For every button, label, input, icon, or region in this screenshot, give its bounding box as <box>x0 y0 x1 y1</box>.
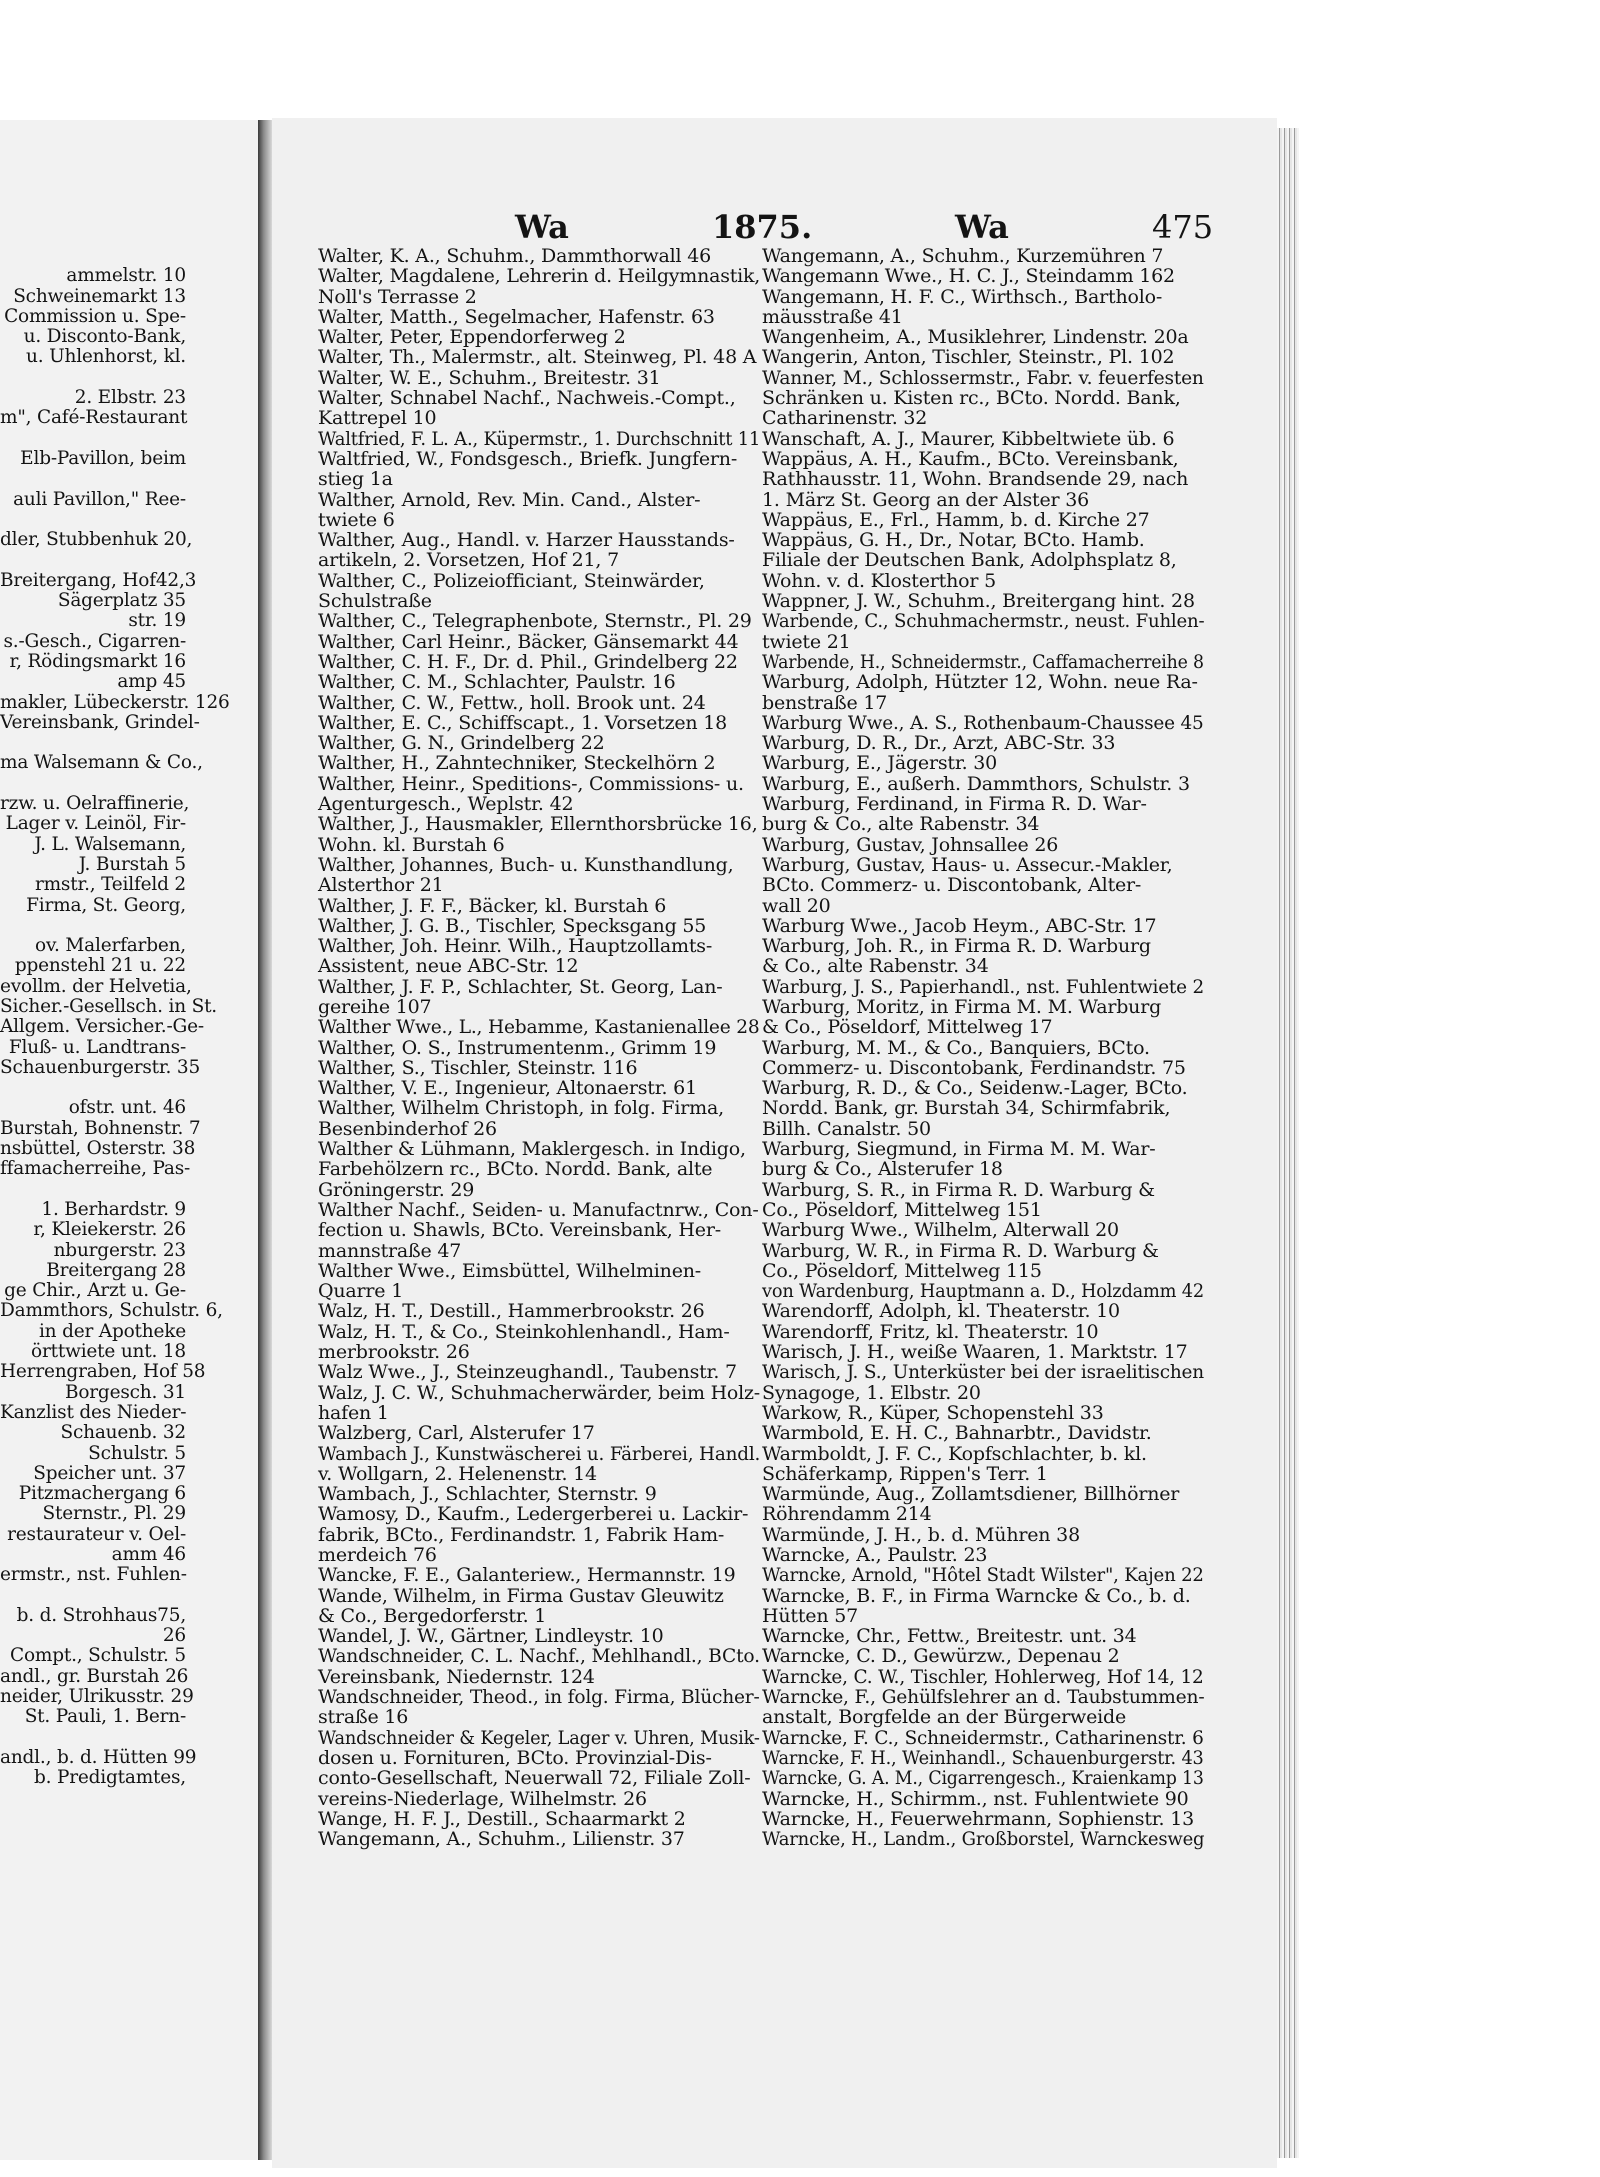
entry-line: Walter, W. E., Schuhm., Breitestr. 31 <box>318 366 661 389</box>
entry-line: Wandel, J. W., Gärtner, Lindleystr. 10 <box>318 1625 664 1648</box>
left-fragment-line: Lager v. Leinöl, Fir- <box>5 813 186 835</box>
entry-line: Rathhausstr. 11, Wohn. Brandsende 29, nach <box>762 468 1189 491</box>
left-fragment-line: Schweinemarkt 13 <box>13 285 186 307</box>
left-fragment-line: b. Predigtamtes, <box>33 1767 186 1789</box>
left-fragment-line: rzw. u. Oelraffinerie, <box>0 793 190 815</box>
entry-line: Wappäus, E., Frl., Hamm, b. d. Kirche 27 <box>762 508 1150 531</box>
left-fragment-line: in der Apotheke <box>38 1320 186 1342</box>
entry-line: Warburg, E., Jägerstr. 30 <box>762 752 998 775</box>
entry-line: twiete 21 <box>762 630 851 653</box>
left-fragment-line <box>0 469 190 489</box>
left-fragment-line <box>0 774 190 794</box>
entry-line: merdeich 76 <box>318 1544 437 1566</box>
entry-line: Warncke, F., Gehülfslehrer an d. Taubstummen- <box>762 1686 1205 1709</box>
entry-line: Walzberg, Carl, Alsterufer 17 <box>318 1422 595 1445</box>
entry-line: mäusstraße 41 <box>762 305 903 328</box>
entry-line: Walther & Lühmann, Maklergesch. in Indigo, <box>318 1138 746 1161</box>
entry-line: Warmünde, Aug., Zollamtsdiener, Billhörner <box>762 1483 1180 1506</box>
entry-line: Walther, C. M., Schlachter, Paulstr. 16 <box>318 671 676 694</box>
entry-line: Warmbold, E. H. C., Bahnarbtr., Davidstr. <box>762 1422 1152 1445</box>
entry-line: Warncke, H., Landm., Großborstel, Warnckesweg <box>762 1828 1205 1851</box>
entry-line: Wangerin, Anton, Tischler, Steinstr., Pl. 102 <box>762 346 1175 369</box>
entry-line: Warncke, H., Feuerwehrmann, Sophienstr. 13 <box>762 1807 1195 1830</box>
entry-line: Filiale der Deutschen Bank, Adolphsplatz 8, <box>762 549 1177 572</box>
entry-line: twiete 6 <box>318 508 395 531</box>
left-fragment-line <box>0 916 190 936</box>
left-fragment-line: evollm. der Helvetia, <box>0 975 192 997</box>
left-fragment-line <box>0 733 190 753</box>
entry-line: Röhrendamm 214 <box>762 1503 932 1526</box>
left-fragment-line: ge Chir., Arzt u. Ge- <box>4 1280 186 1302</box>
entry-line: Warburg, W. R., in Firma R. D. Warburg & <box>762 1239 1159 1262</box>
entry-line: Walther, C. W., Fettw., holl. Brook unt. 24 <box>318 691 706 714</box>
entry-line: Wappäus, A. H., Kaufm., BCto. Vereinsbank, <box>762 447 1179 470</box>
left-fragment-line: Compt., Schulstr. 5 <box>9 1645 186 1667</box>
left-fragment-line: Firma, St. Georg, <box>26 894 186 916</box>
entry-line: Besenbinderhof 26 <box>318 1117 497 1140</box>
left-fragment-line: Sägerplatz 35 <box>57 590 186 612</box>
left-fragment-line: Allgem. Versicher.-Ge- <box>0 1016 204 1038</box>
entry-line: Warburg, D. R., Dr., Arzt, ABC-Str. 33 <box>762 732 1116 755</box>
left-fragment-line: Herrengraben, Hof 58 <box>0 1361 206 1383</box>
entry-line: & Co., Pöseldorf, Mittelweg 17 <box>762 1016 1053 1039</box>
left-fragment-line: Burstah, Bohnenstr. 7 <box>0 1117 201 1139</box>
entry-line: Walter, Magdalene, Lehrerin d. Heilgymnastik, <box>318 265 761 288</box>
left-fragment-line: u. Disconto-Bank, <box>23 326 186 348</box>
entry-line: Walther Nachf., Seiden- u. Manufactnrw., Con- <box>318 1198 759 1221</box>
entry-line: Walther, J., Hausmakler, Ellernthorsbrücke 16, <box>318 813 758 836</box>
left-fragment-line: amp 45 <box>117 671 186 693</box>
entry-line: Synagoge, 1. Elbstr. 20 <box>762 1381 981 1404</box>
entry-line: Wambach, J., Schlachter, Sternstr. 9 <box>318 1483 657 1506</box>
left-fragment-line: str. 19 <box>128 610 186 632</box>
entry-line: Walther, Aug., Handl. v. Harzer Hausstands- <box>318 529 735 552</box>
entry-line: Walther, C., Polizeiofficiant, Steinwärder, <box>318 569 705 592</box>
left-fragment-line: makler, Lübeckerstr. 126 <box>0 691 230 713</box>
entry-line: Walther, E. C., Schiffscapt., 1. Vorsetzen 18 <box>318 711 728 734</box>
left-fragment-line <box>0 1180 190 1200</box>
page-number: 475 <box>1152 208 1214 246</box>
entry-line: Co., Pöseldorf, Mittelweg 151 <box>762 1198 1042 1221</box>
header-year: 1875. <box>712 208 813 246</box>
entry-line: Wandschneider, C. L. Nachf., Mehlhandl., BCto. <box>318 1645 760 1668</box>
entry-line: Wangemann, A., Schuhm., Kurzemühren 7 <box>762 245 1164 267</box>
left-fragment-line: Sternstr., Pl. 29 <box>42 1503 186 1525</box>
left-fragment-line: ma Walsemann & Co., <box>0 752 203 774</box>
left-fragment-line: r, Kleiekerstr. 26 <box>33 1219 186 1241</box>
left-fragment-line: Breitergang, Hof42,3 <box>0 569 197 591</box>
left-fragment-line: Dammthors, Schulstr. 6, <box>0 1300 223 1322</box>
entry-line: Warncke, B. F., in Firma Warncke & Co., b. d. <box>762 1584 1191 1607</box>
entry-line: Billh. Canalstr. 50 <box>762 1117 931 1140</box>
left-fragment-line: andl., b. d. Hütten 99 <box>0 1746 197 1768</box>
left-fragment-line <box>0 1728 190 1748</box>
left-fragment-line: Schauenburgerstr. 35 <box>0 1056 201 1078</box>
entry-line: Walther Wwe., L., Hebamme, Kastanienallee 28 <box>318 1016 760 1039</box>
entry-line: Nordd. Bank, gr. Burstah 34, Schirmfabrik, <box>762 1097 1171 1120</box>
left-fragment-line: m", Café-Restaurant <box>0 407 188 429</box>
left-fragment-line: b. d. Strohhaus75, <box>16 1604 186 1626</box>
directory-column-1 <box>318 246 760 1849</box>
entry-line: Warbende, H., Schneidermstr., Caffamacherreihe 8 <box>762 650 1204 673</box>
entry-line: Wohn. v. d. Klosterthor 5 <box>762 569 996 592</box>
left-fragment-line: 26 <box>162 1625 186 1647</box>
left-fragment-line: J. Burstah 5 <box>78 853 186 875</box>
left-fragment-line <box>0 429 190 449</box>
left-fragment-line: Commission u. Spe- <box>4 305 186 327</box>
entry-line: mannstraße 47 <box>318 1239 462 1262</box>
entry-line: Wappäus, G. H., Dr., Notar, BCto. Hamb. <box>762 529 1145 552</box>
left-fragment-line <box>0 1078 190 1098</box>
left-fragment-line <box>0 246 190 266</box>
entry-line: Warburg, R. D., & Co., Seidenw.-Lager, BCto. <box>762 1077 1188 1100</box>
entry-line: Walz, J. C. W., Schuhmacherwärder, beim Holz- <box>318 1381 760 1404</box>
entry-line: Wanschaft, A. J., Maurer, Kibbeltwiete üb. 6 <box>762 427 1175 450</box>
entry-line: Walter, K. A., Schuhm., Dammthorwall 46 <box>318 245 711 267</box>
entry-line: Wangemann, H. F. C., Wirthsch., Bartholo- <box>762 285 1163 308</box>
entry-line: Wange, H. F. J., Destill., Schaarmarkt 2 <box>318 1807 686 1830</box>
entry-line: Warburg, J. S., Papierhandl., nst. Fuhlentwiete 2 <box>762 975 1205 998</box>
entry-line: Wambach J., Kunstwäscherei u. Färberei, Handl. <box>318 1442 761 1465</box>
left-fragment-line: Kanzlist des Nieder- <box>0 1401 187 1423</box>
entry-line: Warmboldt, J. F. C., Kopfschlachter, b. kl. <box>762 1442 1147 1465</box>
entry-line: Walther, J. F. F., Bäcker, kl. Burstah 6 <box>318 894 667 917</box>
entry-line: Warkow, R., Küper, Schopenstehl 33 <box>762 1401 1104 1424</box>
entry-line: Catharinenstr. 32 <box>762 407 928 430</box>
entry-line: Warncke, Arnold, "Hôtel Stadt Wilster", Kajen 22 <box>762 1564 1204 1587</box>
left-fragment-line: Elb-Pavillon, beim <box>20 447 186 469</box>
entry-line: hafen 1 <box>318 1401 389 1424</box>
header-right-letters: Wa <box>955 208 1009 246</box>
entry-line: Walther, V. E., Ingenieur, Altonaerstr. 61 <box>318 1077 697 1100</box>
entry-line: stieg 1a <box>318 468 393 491</box>
entry-line: Wappner, J. W., Schuhm., Breitergang hint. 28 <box>762 590 1195 613</box>
entry-line: Assistent, neue ABC-Str. 12 <box>318 955 579 978</box>
entry-line: dosen u. Fornituren, BCto. Provinzial-Dis- <box>318 1746 712 1769</box>
entry-line: conto-Gesellschaft, Neuerwall 72, Filiale Zoll- <box>318 1767 751 1790</box>
left-fragment-line: rmstr., Teilfeld 2 <box>34 874 186 896</box>
entry-line: Noll's Terrasse 2 <box>318 285 477 308</box>
left-fragment-line: 2. Elbstr. 23 <box>74 387 186 409</box>
entry-line: Walter, Th., Malermstr., alt. Steinweg, Pl. 48 A <box>318 346 757 369</box>
left-fragment-line: dler, Stubbenhuk 20, <box>0 529 193 551</box>
left-fragment-line: auli Pavillon," Ree- <box>13 488 186 510</box>
entry-line: & Co., alte Rabenstr. 34 <box>762 955 989 978</box>
entry-line: Wandschneider, Theod., in folg. Firma, Blücher- <box>318 1686 760 1709</box>
left-page-fragments <box>0 246 230 1789</box>
entry-line: Warncke, C. D., Gewürzw., Depenau 2 <box>762 1645 1120 1668</box>
entry-line: Warncke, F. H., Weinhandl., Schauenburgerstr. 43 <box>762 1746 1204 1769</box>
entry-line: Walz Wwe., J., Steinzeughandl., Taubenstr. 7 <box>318 1361 737 1384</box>
entry-line: Wandschneider & Kegeler, Lager v. Uhren, Musik- <box>318 1726 760 1749</box>
left-fragment-line: nburgerstr. 23 <box>53 1239 186 1261</box>
entry-line: Schulstraße <box>318 590 432 613</box>
entry-line: straße 16 <box>318 1706 409 1729</box>
entry-line: Warburg, Siegmund, in Firma M. M. War- <box>762 1138 1156 1161</box>
entry-line: Kattrepel 10 <box>318 407 437 430</box>
entry-line: Waltfried, F. L. A., Küpermstr., 1. Durchschnitt 11 <box>318 427 761 450</box>
left-fragment-line: ffamacherreihe, Pas- <box>0 1158 191 1180</box>
left-fragment-line: Breitergang 28 <box>46 1259 186 1281</box>
entry-line: Walther Wwe., Eimsbüttel, Wilhelminen- <box>318 1259 701 1282</box>
entry-line: Warmünde, J. H., b. d. Mühren 38 <box>762 1523 1080 1546</box>
left-fragment-line: Pitzmachergang 6 <box>18 1483 186 1505</box>
left-fragment-line: amm 46 <box>111 1544 186 1565</box>
entry-line: Schäferkamp, Rippen's Terr. 1 <box>762 1462 1048 1485</box>
entry-line: fection u. Shawls, BCto. Vereinsbank, Her- <box>318 1219 721 1242</box>
entry-line: Warncke, C. W., Tischler, Hohlerweg, Hof 14, 12 <box>762 1665 1204 1688</box>
entry-line: Warncke, A., Paulstr. 23 <box>762 1544 988 1566</box>
entry-line: Walther, G. N., Grindelberg 22 <box>318 732 605 755</box>
left-fragment-line: u. Uhlenhorst, kl. <box>26 346 186 368</box>
entry-line: Farbehölzern rc., BCto. Nordd. Bank, alte <box>318 1158 713 1181</box>
entry-line: Warisch, J. S., Unterküster bei der israelitischen <box>762 1361 1204 1384</box>
entry-line: Walther, J. F. P., Schlachter, St. Georg, Lan- <box>318 975 723 998</box>
entry-line: Walter, Matth., Segelmacher, Hafenstr. 63 <box>318 305 715 328</box>
entry-line: 1. März St. Georg an der Alster 36 <box>762 488 1090 511</box>
entry-line: Walther, Wilhelm Christoph, in folg. Firma, <box>318 1097 724 1120</box>
left-fragment-line: Schauenb. 32 <box>60 1422 186 1444</box>
entry-line: Warisch, J. H., weiße Waaren, 1. Marktstr. 17 <box>762 1341 1188 1364</box>
entry-line: burg & Co., alte Rabenstr. 34 <box>762 813 1040 836</box>
entry-line: Vereinsbank, Niedernstr. 124 <box>318 1665 595 1688</box>
entry-line: Walther, O. S., Instrumentenm., Grimm 19 <box>318 1036 717 1059</box>
left-fragment-line: restaurateur v. Oel- <box>7 1523 186 1545</box>
left-fragment-line <box>0 550 190 570</box>
left-fragment-line: r, Rödingsmarkt 16 <box>9 650 186 672</box>
entry-line: Walther, Carl Heinr., Bäcker, Gänsemarkt 44 <box>318 630 739 653</box>
page-edges <box>1277 128 1299 2158</box>
entry-line: Wancke, F. E., Galanteriew., Hermannstr. 19 <box>318 1564 736 1587</box>
entry-line: Warburg, E., außerh. Dammthors, Schulstr. 3 <box>762 772 1190 795</box>
entry-line: Wangemann, A., Schuhm., Lilienstr. 37 <box>318 1828 685 1851</box>
entry-line: Walther, Arnold, Rev. Min. Cand., Alster- <box>318 488 701 511</box>
directory-column-2 <box>762 246 1204 1849</box>
entry-line: Quarre 1 <box>318 1280 404 1303</box>
entry-line: von Wardenburg, Hauptmann a. D., Holzdamm 42 <box>762 1280 1205 1303</box>
entry-line: BCto. Commerz- u. Discontobank, Alter- <box>762 874 1142 897</box>
entry-line: Warncke, H., Schirmm., nst. Fuhlentwiete 90 <box>762 1787 1189 1810</box>
entry-line: Warburg, Ferdinand, in Firma R. D. War- <box>762 793 1147 816</box>
left-fragment-line: neider, Ulrikusstr. 29 <box>0 1686 194 1708</box>
entry-line: Wanner, M., Schlossermstr., Fabr. v. feuerfesten <box>762 366 1204 389</box>
header-left-letters: Wa <box>515 208 569 246</box>
left-fragment-line: Fluß- u. Landtrans- <box>8 1036 186 1058</box>
left-fragment-line: örttwiete unt. 18 <box>31 1341 186 1363</box>
entry-line: Schränken u. Kisten rc., BCto. Nordd. Bank, <box>762 387 1181 410</box>
entry-line: Hütten 57 <box>762 1604 858 1627</box>
left-fragment-line: andl., gr. Burstah 26 <box>0 1665 189 1687</box>
left-fragment-line <box>0 1586 190 1606</box>
left-fragment-line <box>0 510 190 530</box>
entry-line: Warburg, Adolph, Hützter 12, Wohn. neue Ra- <box>762 671 1198 694</box>
entry-line: Warendorff, Fritz, kl. Theaterstr. 10 <box>762 1320 1099 1343</box>
left-fragment-line: St. Pauli, 1. Bern- <box>24 1706 186 1728</box>
left-fragment-line: 1. Berhardstr. 9 <box>41 1198 186 1220</box>
entry-line: Warbende, C., Schuhmachermstr., neust. Fuhlen- <box>762 610 1205 633</box>
entry-line: Walther, C. H. F., Dr. d. Phil., Grindelberg 22 <box>318 650 738 673</box>
entry-line: Warendorff, Adolph, kl. Theaterstr. 10 <box>762 1300 1120 1323</box>
entry-line: Alsterthor 21 <box>318 874 444 897</box>
entry-line: Warburg, Gustav, Haus- u. Assecur.-Makler, <box>762 853 1173 876</box>
entry-line: anstalt, Borgfelde an der Bürgerweide <box>762 1706 1127 1729</box>
left-fragment-line: ppenstehl 21 u. 22 <box>14 955 186 977</box>
entry-line: Waltfried, W., Fondsgesch., Briefk. Jungfern- <box>318 447 738 470</box>
entry-line: Warburg Wwe., Wilhelm, Alterwall 20 <box>762 1219 1119 1242</box>
left-fragment-line: ofstr. unt. 46 <box>68 1097 186 1119</box>
entry-line: Warncke, F. C., Schneidermstr., Catharinenstr. 6 <box>762 1726 1204 1749</box>
entry-line: Warncke, G. A. M., Cigarrengesch., Kraienkamp 13 <box>762 1767 1204 1790</box>
book-gutter <box>258 120 272 2160</box>
entry-line: artikeln, 2. Vorsetzen, Hof 21, 7 <box>318 549 619 572</box>
left-fragment-line: Borgesch. 31 <box>64 1381 186 1403</box>
entry-line: Warburg, Moritz, in Firma M. M. Warburg <box>762 995 1162 1018</box>
entry-line: burg & Co., Alsterufer 18 <box>762 1158 1003 1181</box>
entry-line: Wande, Wilhelm, in Firma Gustav Gleuwitz <box>318 1584 724 1607</box>
entry-line: Warburg, Gustav, Johnsallee 26 <box>762 833 1059 856</box>
entry-line: Commerz- u. Discontobank, Ferdinandstr. 75 <box>762 1056 1186 1079</box>
left-fragment-line: J. L. Walsemann, <box>34 833 186 855</box>
entry-line: Walter, Peter, Eppendorferweg 2 <box>318 326 626 349</box>
entry-line: benstraße 17 <box>762 691 888 714</box>
left-fragment-line: ermstr., nst. Fuhlen- <box>0 1564 187 1586</box>
entry-line: Wohn. kl. Burstah 6 <box>318 833 505 856</box>
entry-line: Walther, Joh. Heinr. Wilh., Hauptzollamts- <box>318 935 713 958</box>
entry-line: fabrik, BCto., Ferdinandstr. 1, Fabrik Ham- <box>318 1523 725 1546</box>
entry-line: Co., Pöseldorf, Mittelweg 115 <box>762 1259 1042 1282</box>
left-fragment-line: ammelstr. 10 <box>66 265 186 287</box>
entry-line: Walther, C., Telegraphenbote, Sternstr., Pl. 29 <box>318 610 752 633</box>
entry-line: gereihe 107 <box>318 995 432 1018</box>
left-fragment-line: Speicher unt. 37 <box>33 1462 186 1484</box>
left-fragment-line: Sicher.-Gesellsch. in St. <box>0 995 217 1017</box>
entry-line: Warncke, Chr., Fettw., Breitestr. unt. 34 <box>762 1625 1137 1648</box>
entry-line: merbrookstr. 26 <box>318 1341 470 1364</box>
entry-line: v. Wollgarn, 2. Helenenstr. 14 <box>318 1462 597 1485</box>
left-fragment-line: ov. Malerfarben, <box>35 935 186 957</box>
entry-line: Agenturgesch., Weplstr. 42 <box>318 793 574 816</box>
left-fragment-line <box>0 368 190 388</box>
left-fragment-line: Vereinsbank, Grindel- <box>0 711 200 733</box>
left-fragment-line: s.-Gesch., Cigarren- <box>3 630 186 652</box>
entry-line: Walther, Johannes, Buch- u. Kunsthandlung, <box>318 853 734 876</box>
left-fragment-line: nsbüttel, Osterstr. 38 <box>0 1138 196 1160</box>
entry-line: Walz, H. T., & Co., Steinkohlenhandl., Ham- <box>318 1320 730 1343</box>
entry-line: Warburg Wwe., Jacob Heym., ABC-Str. 17 <box>762 914 1157 937</box>
entry-line: Warburg, M. M., & Co., Banquiers, BCto. <box>762 1036 1150 1059</box>
entry-line: Wangenheim, A., Musiklehrer, Lindenstr. 20a <box>762 326 1189 349</box>
entry-line: Walter, Schnabel Nachf., Nachweis.-Compt., <box>318 387 736 410</box>
entry-line: Walther, J. G. B., Tischler, Specksgang 55 <box>318 914 707 937</box>
entry-line: vereins-Niederlage, Wilhelmstr. 26 <box>318 1787 647 1810</box>
entry-line: Warburg, Joh. R., in Firma R. D. Warburg <box>762 935 1151 958</box>
entry-line: Wangemann Wwe., H. C. J., Steindamm 162 <box>762 265 1175 288</box>
entry-line: Walther, Heinr., Speditions-, Commissions- u. <box>318 772 744 795</box>
entry-line: wall 20 <box>762 894 831 917</box>
entry-line: Walther, S., Tischler, Steinstr. 116 <box>318 1056 638 1079</box>
entry-line: Gröningerstr. 29 <box>318 1178 475 1201</box>
entry-line: Warburg Wwe., A. S., Rothenbaum-Chaussee 45 <box>762 711 1204 734</box>
entry-line: Warburg, S. R., in Firma R. D. Warburg & <box>762 1178 1155 1201</box>
entry-line: Wamosy, D., Kaufm., Ledergerberei u. Lackir- <box>318 1503 749 1526</box>
entry-line: Walther, H., Zahntechniker, Steckelhörn 2 <box>318 752 716 775</box>
entry-line: Walz, H. T., Destill., Hammerbrookstr. 26 <box>318 1300 705 1323</box>
entry-line: & Co., Bergedorferstr. 1 <box>318 1604 547 1627</box>
left-fragment-line: Schulstr. 5 <box>88 1442 186 1464</box>
